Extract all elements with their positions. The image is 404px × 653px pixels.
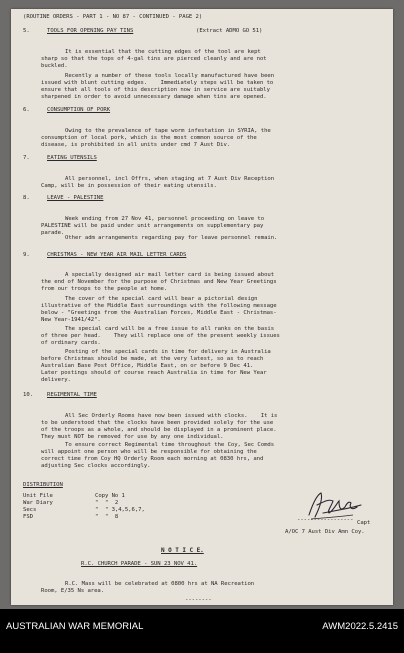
section-5-number: 5. (23, 28, 30, 34)
archive-reference: AWM2022.5.2415 (322, 621, 398, 632)
section-7-title: EATING UTENSILS (47, 155, 97, 161)
section-10-title: REGIMENTAL TIME (47, 392, 97, 398)
section-8-number: 8. (23, 195, 30, 201)
section-7-paragraph: All personnel, incl Offrs, when staging at 7 Aust Div Reception Camp, will be in possession of their eating utensils. (41, 176, 275, 189)
section-5-paragraph: It is essential that the cutting edges of the tool are kept sharp so that the tops of 4-gal tins are pierced cleanly and are not buckled. (41, 49, 267, 69)
section-9-title: CHRISTMAS - NEW YEAR AIR MAIL LETTER CARDS (47, 252, 187, 258)
signature-rank: Capt (357, 520, 371, 526)
section-10-paragraph: All Sec Orderly Rooms have now been issued with clocks. It is to be understood that the clocks have been provided solely for the use of the troops as a whole, and should be displayed in a prominent place. They must NOT be removed for use by any one individual. (41, 413, 278, 440)
section-10-paragraph: To ensure correct Regimental time throughout the Coy, Sec Comds will appoint one person who will be responsible for obtaining the correct time from Coy HQ Orderly Room each morning at 0830 hrs, and adjusting Sec clocks accordingly. (41, 442, 275, 469)
page-header: (ROUTINE ORDERS - PART 1 - NO 87 - CONTINUED - PAGE 2) (23, 14, 203, 20)
notice-subtitle: R.C. CHURCH PARADE - SUN 23 NOV 41. (81, 561, 198, 567)
notice-end-rule: -------- (185, 597, 212, 603)
section-6-number: 6. (23, 107, 30, 113)
distribution-row-name: Unit File (23, 493, 53, 499)
section-5-paragraph: Recently a number of these tools locally manufactured have been issued with blunt cutting edges. Immediately steps will be taken to ensure that all tools of this description now in service are suitably sharpened in order to avoid unnecessary damage when tins are opened. (41, 73, 275, 100)
distribution-row-copy: " " 3,4,5,6,7, (95, 507, 145, 513)
archive-footer-bar (0, 609, 404, 653)
section-6-title: CONSUMPTION OF PORK (47, 107, 111, 113)
section-9-paragraph: The special card will be a free issue to all ranks on the basis of three per head. They will replace one of the present weekly issues of ordinary cards. (41, 326, 280, 346)
document-page (11, 9, 393, 605)
section-6-paragraph: Owing to the prevalence of tape worm infestation in SYRIA, the consumption of local pork, which is the most common source of the disease, is prohibited in all units under cmd 7 Aust Div. (41, 128, 271, 148)
section-7-number: 7. (23, 155, 30, 161)
section-8-paragraph: Week ending from 27 Nov 41, personnel proceeding on leave to PALESTINE will be paid under unit arrangements on supplementary pay parade. (41, 216, 265, 236)
distribution-row-name: Secs (23, 507, 37, 513)
distribution-row-copy: " " 8 (95, 514, 119, 520)
distribution-row-copy: " " 2 (95, 500, 119, 506)
section-8-paragraph: Other adm arrangements regarding pay for leave personnel remain. (65, 235, 278, 241)
section-9-paragraph: A specially designed air mail letter card is being issued about the end of November for the purpose of Christmas and New Year Greetings from our troops to the people at home. (41, 272, 277, 292)
distribution-title: DISTRIBUTION (23, 482, 63, 488)
section-10-number: 10. (23, 392, 33, 398)
notice-body: R.C. Mass will be celebrated at 0800 hrs at NA Recreation Room, E/35 Ns area. (41, 581, 255, 594)
signature-line: ----------------- (297, 517, 354, 523)
section-9-number: 9. (23, 252, 30, 258)
section-9-paragraph: Posting of the special cards in time for delivery in Australia before Christmas should be made, at the very latest, so as to reach Australian Base Post Office, Middle East, on or before 9 Dec 41. Later postings should of course reach Australia in time for New Year delivery. (41, 349, 271, 383)
notice-title: N O T I C E. (161, 547, 204, 554)
distribution-row-name: FSD (23, 514, 33, 520)
distribution-row-copy: Copy No 1 (95, 493, 125, 499)
section-9-paragraph: The cover of the special card will bear a pictorial design illustrative of the Middle East surroundings with the following message below - "Greetings from the Australian Forces, Middle East - Christmas- New Year-1941/42". (41, 296, 277, 323)
section-5-title: TOOLS FOR OPENING PAY TINS (47, 28, 134, 34)
section-5-reference: (Extract ADMO GO 51) (196, 28, 263, 34)
section-8-title: LEAVE - PALESTINE (47, 195, 104, 201)
archive-name: AUSTRALIAN WAR MEMORIAL (6, 621, 144, 632)
distribution-row-name: War Diary (23, 500, 53, 506)
signature-unit: A/OC 7 Aust Div Amn Coy. (285, 529, 365, 535)
